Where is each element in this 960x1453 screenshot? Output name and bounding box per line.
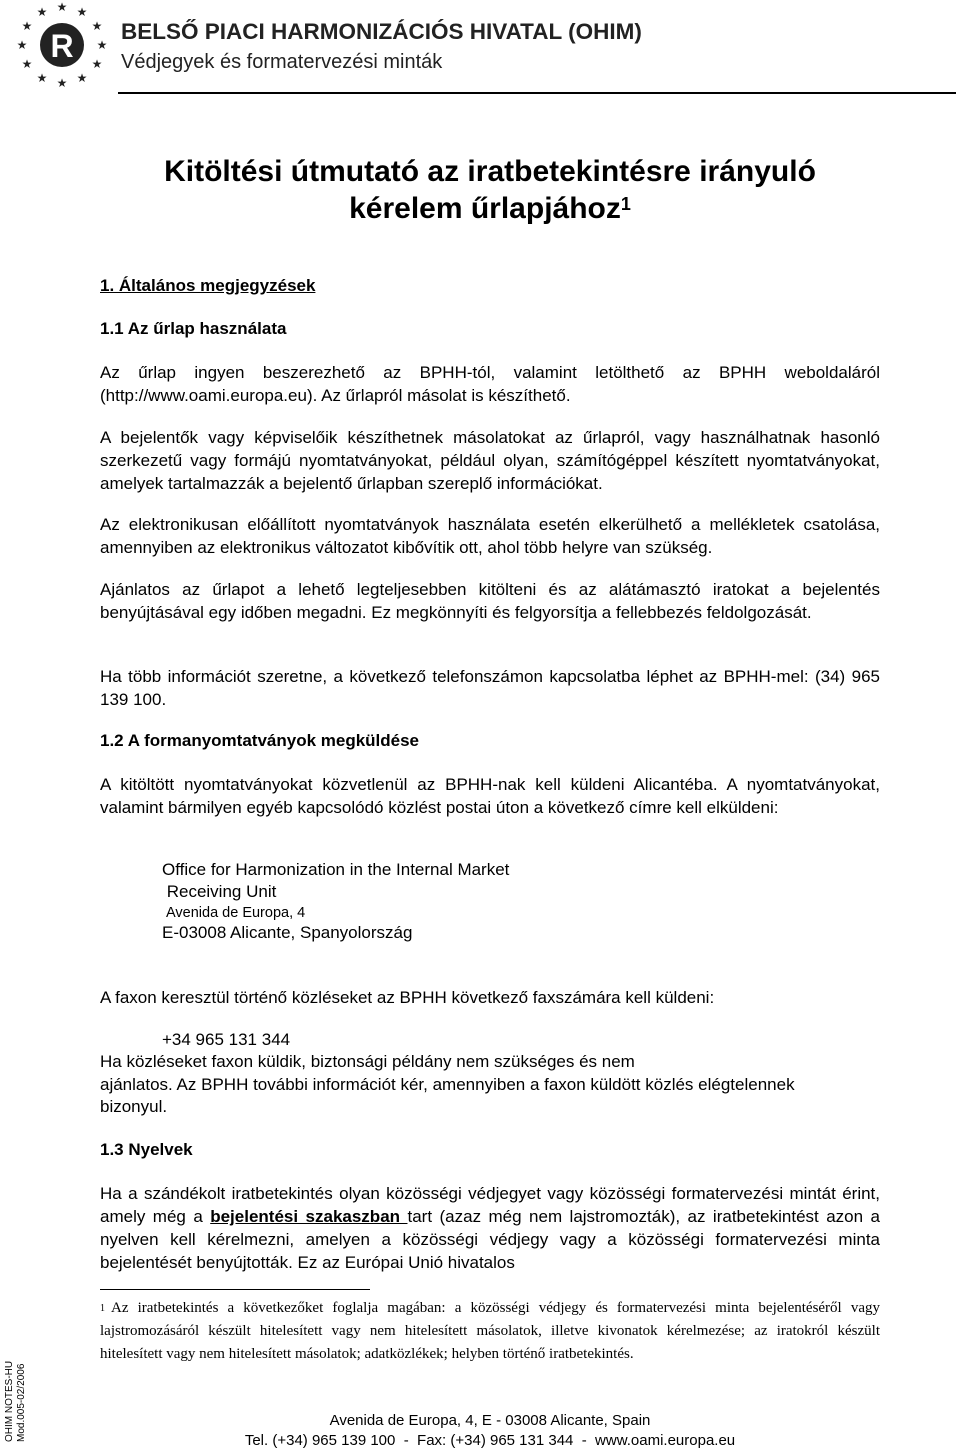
footnote-separator: [100, 1289, 370, 1290]
svg-text:★: ★: [91, 19, 103, 33]
footer-contacts: Tel. (+34) 965 139 100 - Fax: (+34) 965 131 344 - www.oami.europa.eu: [244, 1432, 736, 1449]
svg-text:★: ★: [76, 71, 88, 85]
footer-address: Avenida de Europa, 4, E - 03008 Alicante, Spain: [329, 1412, 651, 1429]
footnote-text: Az iratbetekintés a következőket foglalja magában: a közösségi védjegy és formatervezési minta bejelentéséről vagy lajstromozásáról készült hitelesített vagy nem hitelesített másolatok, illetve kivonatok kérelmezése; az iratokról készült hitelesített vagy nem hitelesített másolatok; adatközlékek; helyben történő iratbetekintés.: [100, 1300, 880, 1362]
fax-number: +34 965 131 344: [162, 1030, 291, 1049]
footnote-number: 1: [100, 1303, 105, 1314]
fax-note-line-2: ajánlatos. Az BPHH további információt kér, amennyiben a faxon küldött közlés elégtelennek: [100, 1075, 795, 1094]
svg-text:★: ★: [76, 5, 88, 19]
section-1-1-heading: 1.1 Az űrlap használata: [100, 319, 287, 338]
logo-letter: R: [50, 28, 74, 64]
fax-note-line-1: Ha közléseket faxon küldik, biztonsági példány nem szükséges és nem: [100, 1052, 635, 1071]
document-title: [100, 153, 880, 227]
s1-1-paragraph-5: Ha több információt szeretne, a következő telefonszámon kapcsolatba léphet az BPHH-mel: (34) 965 139 100.: [100, 667, 880, 709]
s1-2-paragraph-1: A kitöltött nyomtatványokat közvetlenül az BPHH-nak kell küldeni Alicantéba. A nyomtatványokat, valamint bármilyen egyéb kapcsolódó közlést postai úton a következő címre kell elküldeni:: [100, 775, 880, 817]
svg-text:★: ★: [21, 19, 33, 33]
address-line-4: E-03008 Alicante, Spanyolország: [162, 923, 413, 942]
filing-stage-term: bejelentési szakaszban: [210, 1207, 408, 1226]
s1-3-paragraph-1: Ha a szándékolt iratbetekintés olyan közösségi védjegyet vagy közösségi formatervezési mintát érint, amely még a bejelentési szakaszban tart (azaz még nem lajstromozták), az iratbetekintést azon a nyelven kell kérelmezni, amelyen a közösségi védjegy vagy a közösségi formatervezési minta bejelentését benyújtották. Ez az Európai Unió hivatalos: [100, 1184, 880, 1272]
svg-text:★: ★: [56, 2, 68, 14]
header-divider: [118, 92, 956, 94]
footnote-ref: 1: [620, 194, 631, 214]
svg-text:★: ★: [56, 76, 68, 88]
title-line-1: Kitöltési útmutató az iratbetekintésre irányuló: [164, 155, 816, 188]
ohim-logo: [14, 2, 110, 88]
org-name: BELSŐ PIACI HARMONIZÁCIÓS HIVATAL (OHIM): [121, 19, 642, 44]
s1-1-paragraph-1: Az űrlap ingyen beszerezhető az BPHH-tól, valamint letölthető az BPHH weboldaláról (http://www.oami.europa.eu). Az űrlapról másolat is készíthető.: [100, 363, 880, 405]
org-subtitle: Védjegyek és formatervezési minták: [121, 51, 443, 73]
fax-intro: A faxon keresztül történő közléseket az BPHH következő faxszámára kell küldeni:: [100, 988, 715, 1007]
section-1-heading: 1. Általános megjegyzések: [100, 276, 316, 295]
s1-1-paragraph-3: Az elektronikusan előállított nyomtatványok használata esetén elkerülhető a mellékletek csatolása, amennyiben az elektronikus változatot kibővítik ott, ahol több helyre van szükség.: [100, 515, 880, 557]
section-1-2-heading: 1.2 A formanyomtatványok megküldése: [100, 731, 420, 750]
form-code: OHIM NOTES-HU Mod.005-02/2006: [4, 1360, 27, 1442]
section-1-3-heading: 1.3 Nyelvek: [100, 1140, 193, 1159]
svg-text:★: ★: [21, 57, 33, 71]
svg-text:★: ★: [36, 5, 48, 19]
s1-1-paragraph-4: Ajánlatos az űrlapot a lehető legteljesebben kitölteni és az alátámasztó iratokat a bejelentés benyújtásával egy időben megadni. Ez megkönnyíti és felgyorsítja a fellebbezés feldolgozását.: [100, 580, 880, 622]
svg-text:★: ★: [36, 71, 48, 85]
fax-note-line-3: bizonyul.: [100, 1097, 168, 1116]
svg-text:★: ★: [96, 38, 108, 52]
address-line-2: Receiving Unit: [162, 882, 277, 901]
footnote: [100, 1297, 880, 1366]
svg-text:★: ★: [91, 57, 103, 71]
s1-1-paragraph-2: A bejelentők vagy képviselőik készíthetnek másolatokat az űrlapról, vagy használhatnak hasonló szerkezetű vagy formájú nyomtatványokat, például olyan, számítógéppel készített nyomtatványokat, amelyek tartalmazzák a bejelentő űrlapban szereplő információkat.: [100, 428, 880, 493]
address-line-3: Avenida de Europa, 4: [166, 905, 306, 921]
svg-text:★: ★: [16, 38, 28, 52]
title-line-2: kérelem űrlapjához$^1$: [349, 192, 631, 225]
address-line-1: Office for Harmonization in the Internal Market: [162, 860, 510, 879]
